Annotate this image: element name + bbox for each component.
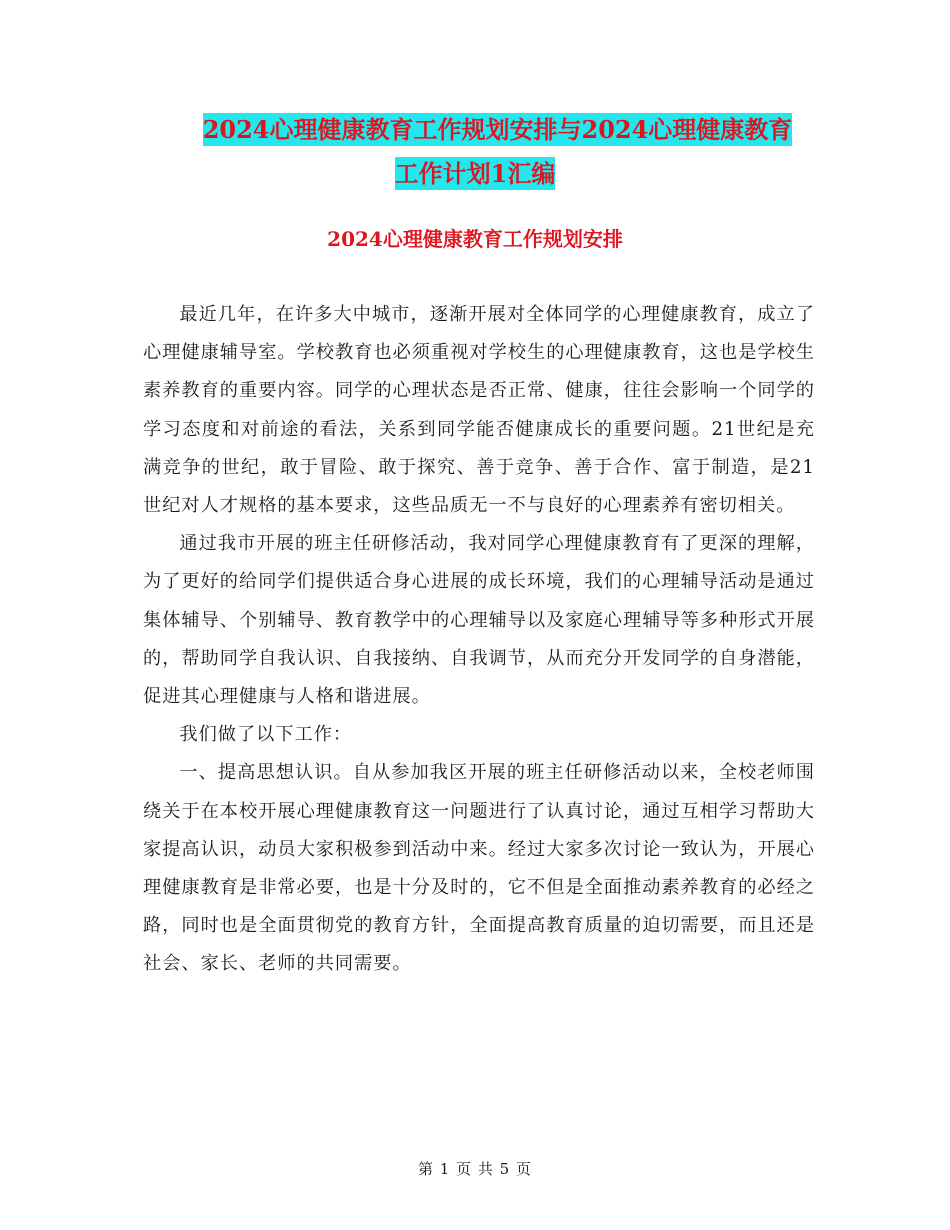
document-title-line-2 [0,159,950,189]
section-heading: 2024心理健康教育工作规划安排 [327,227,623,251]
paragraph: 通过我市开展的班主任研修活动，我对同学心理健康教育有了更深的理解，为了更好的给同学们提供适合身心进展的成长环境，我们的心理辅导活动是通过集体辅导、个别辅导、教育教学中的心理辅导以及家庭心理辅导等多种形式开展的，帮助同学自我认识、自我接纳、自我调节，从而充分开发同学的自身潜能，促进其心理健康与人格和谐进展。 [143,533,815,708]
document-title-text-1: 2024心理健康教育工作规划安排与2024心理健康教育 [202,115,793,144]
document-body [143,296,815,984]
paragraph: 最近几年，在许多大中城市，逐渐开展对全体同学的心理健康教育，成立了心理健康辅导室。学校教育也必须重视对学校生的心理健康教育，这也是学校生素养教育的重要内容。同学的心理状态是否正常、健康，往往会影响一个同学的学习态度和对前途的看法，关系到同学能否健康成长的重要问题。21世纪是充满竞争的世纪，敢于冒险、敢于探究、善于竞争、善于合作、富于制造，是21世纪对人才规格的基本要求，这些品质无一不与良好的心理素养有密切相关。 [143,304,815,517]
document-title-text-2: 工作计划1汇编 [394,159,556,188]
paragraph: 一、提高思想认识。自从参加我区开展的班主任研修活动以来，全校老师围绕关于在本校开展心理健康教育这一问题进行了认真讨论，通过互相学习帮助大家提高认识，动员大家积极参到活动中来。经过大家多次讨论一致认为，开展心理健康教育是非常必要，也是十分及时的，它不但是全面推动素养教育的必经之路，同时也是全面贯彻党的教育方针，全面提高教育质量的迫切需要，而且还是社会、家长、老师的共同需要。 [143,762,815,975]
document-title-line-1 [0,115,950,145]
paragraph: 我们做了以下工作： [179,724,353,746]
page-footer: 第 1 页 共 5 页 [418,1160,532,1178]
